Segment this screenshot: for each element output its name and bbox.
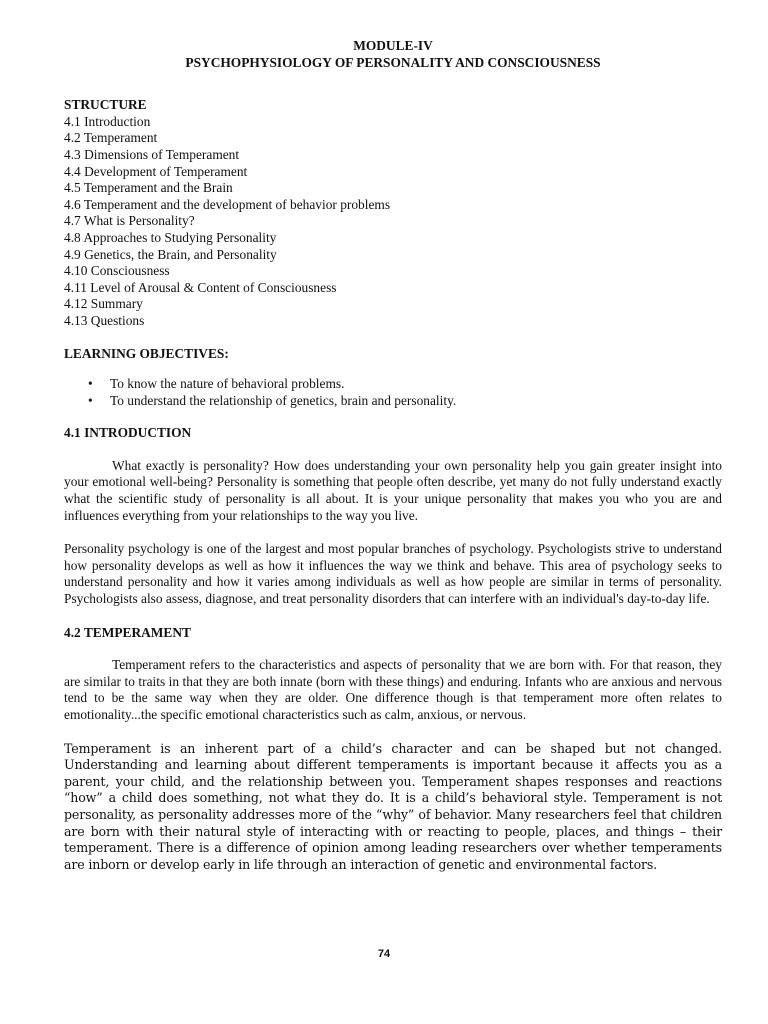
structure-item: 4.10 Consciousness bbox=[64, 263, 170, 279]
objective-item: • To understand the relationship of genetics, brain and personality. bbox=[64, 393, 722, 410]
structure-item: 4.1 Introduction bbox=[64, 113, 151, 129]
objectives-heading: LEARNING OBJECTIVES: bbox=[64, 345, 229, 361]
module-label: MODULE-IV bbox=[353, 38, 433, 53]
structure-item: 4.13 Questions bbox=[64, 312, 145, 328]
structure-item: 4.11 Level of Arousal & Content of Consciousness bbox=[64, 279, 337, 295]
structure-item: 4.2 Temperament bbox=[64, 130, 158, 146]
structure-item: 4.8 Approaches to Studying Personality bbox=[64, 229, 277, 245]
introduction-heading: 4.1 INTRODUCTION bbox=[64, 425, 192, 441]
objectives-list bbox=[64, 376, 722, 409]
structure-item: 4.4 Development of Temperament bbox=[64, 163, 248, 179]
structure-list bbox=[64, 114, 722, 330]
structure-item: 4.7 What is Personality? bbox=[64, 213, 195, 229]
structure-item: 4.12 Summary bbox=[64, 296, 143, 312]
structure-item: 4.6 Temperament and the development of behavior problems bbox=[64, 196, 391, 212]
introduction-paragraph: What exactly is personality? How does understanding your own personality help you gain greater insight into your emotional well-being? Personality is something that people often describe, yet many do not fully understand exactly what the scientific study of personality is all about. It is your unique personality that makes you who you are and influences everything from your relationships to the way you live. bbox=[64, 457, 722, 523]
document-page bbox=[64, 38, 722, 890]
structure-item: 4.9 Genetics, the Brain, and Personality bbox=[64, 246, 277, 262]
temperament-paragraph: Temperament is an inherent part of a child’s character and can be shaped but not changed. Understanding and learning about different temperaments is important because it affects you as a parent, your child, and the relationship between you. Temperament shapes responses and reactions “how” a child does something, not what they do. It is a child’s behavioral style. Temperament is not personality, as personality addresses more of the “why” of behavior. Many researchers feel that children are born with their natural style of interacting with or reacting to people, places, and things – their temperament. There is a difference of opinion among leading researchers over whether temperaments are inborn or develop early in life through an interaction of genetic and environmental factors. bbox=[64, 740, 722, 872]
structure-item: 4.3 Dimensions of Temperament bbox=[64, 146, 240, 162]
structure-heading: STRUCTURE bbox=[64, 97, 147, 113]
structure-item: 4.5 Temperament and the Brain bbox=[64, 180, 233, 196]
page-number: 74 bbox=[377, 948, 391, 960]
objective-item: • To know the nature of behavioral problems. bbox=[64, 376, 722, 393]
introduction-paragraph: Personality psychology is one of the largest and most popular branches of psychology. Psychologists strive to understand how personality develops as well as how it influences the way we think and behave. This area of psychology seeks to understand personality and how it varies among individuals as well as how people are similar in terms of personality. Psychologists also assess, diagnose, and treat personality disorders that can interfere with an individual's day-to-day life. bbox=[64, 541, 722, 607]
temperament-paragraph: Temperament refers to the characteristics and aspects of personality that we are born with. For that reason, they are similar to traits in that they are both innate (born with these things) and enduring. Infants who are anxious and nervous tend to be the same way when they are older. One difference though is that temperament more often relates to emotionality...the specific emotional characteristics such as calm, anxious, or nervous. bbox=[64, 657, 722, 722]
temperament-heading: 4.2 TEMPERAMENT bbox=[64, 624, 191, 640]
module-title: PSYCHOPHYSIOLOGY OF PERSONALITY AND CONSCIOUSNESS bbox=[185, 54, 601, 70]
